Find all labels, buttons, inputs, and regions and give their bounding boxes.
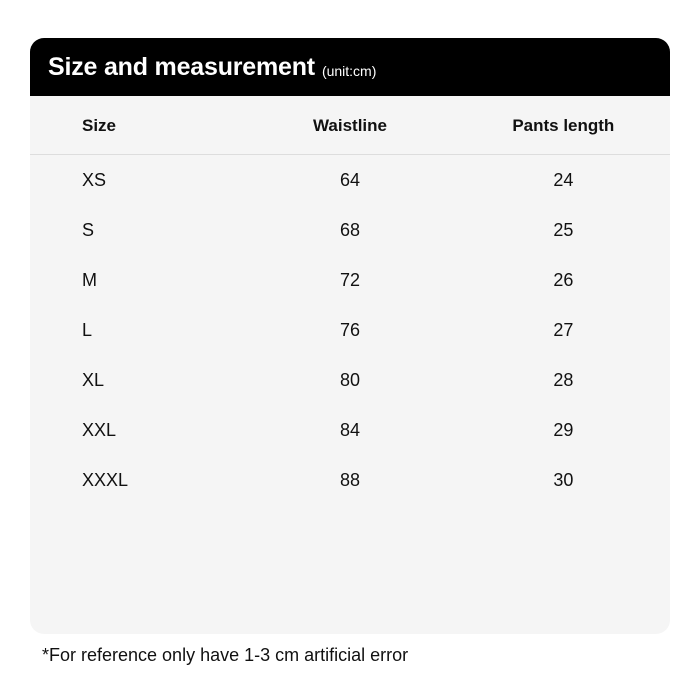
cell-pants-length: 25 bbox=[553, 220, 574, 240]
cell-size: S bbox=[82, 220, 95, 240]
cell-pants-length: 27 bbox=[553, 320, 574, 340]
table-row bbox=[30, 455, 670, 505]
cell-size: XXL bbox=[82, 420, 117, 440]
table-row bbox=[30, 155, 670, 206]
column-header-waistline: Waistline bbox=[243, 96, 456, 155]
cell-waistline: 64 bbox=[339, 170, 360, 190]
size-chart-card bbox=[30, 38, 670, 634]
cell-waistline: 88 bbox=[339, 470, 360, 490]
cell-size: XS bbox=[82, 170, 107, 190]
column-header-pants-length: Pants length bbox=[457, 96, 670, 155]
cell-waistline: 76 bbox=[339, 320, 360, 340]
card-header bbox=[30, 38, 670, 96]
column-header-size: Size bbox=[30, 96, 243, 155]
cell-pants-length: 24 bbox=[553, 170, 574, 190]
cell-size: L bbox=[82, 320, 93, 340]
cell-pants-length: 29 bbox=[553, 420, 574, 440]
cell-waistline: 72 bbox=[339, 270, 360, 290]
table-row bbox=[30, 305, 670, 355]
cell-size: M bbox=[82, 270, 97, 290]
cell-waistline: 68 bbox=[339, 220, 360, 240]
table-row bbox=[30, 205, 670, 255]
size-measurement-table bbox=[30, 96, 670, 505]
page-title: Size and measurement bbox=[48, 52, 315, 81]
unit-label: (unit:cm) bbox=[321, 63, 377, 79]
cell-size: XL bbox=[82, 370, 105, 390]
cell-pants-length: 28 bbox=[553, 370, 574, 390]
cell-pants-length: 26 bbox=[553, 270, 574, 290]
footnote: *For reference only have 1-3 cm artificial error bbox=[42, 645, 409, 665]
cell-size: XXXL bbox=[82, 470, 129, 490]
cell-pants-length: 30 bbox=[553, 470, 574, 490]
table-row bbox=[30, 405, 670, 455]
table-row bbox=[30, 355, 670, 405]
table-row bbox=[30, 255, 670, 305]
table-header-row bbox=[30, 96, 670, 155]
cell-waistline: 80 bbox=[339, 370, 360, 390]
cell-waistline: 84 bbox=[339, 420, 360, 440]
